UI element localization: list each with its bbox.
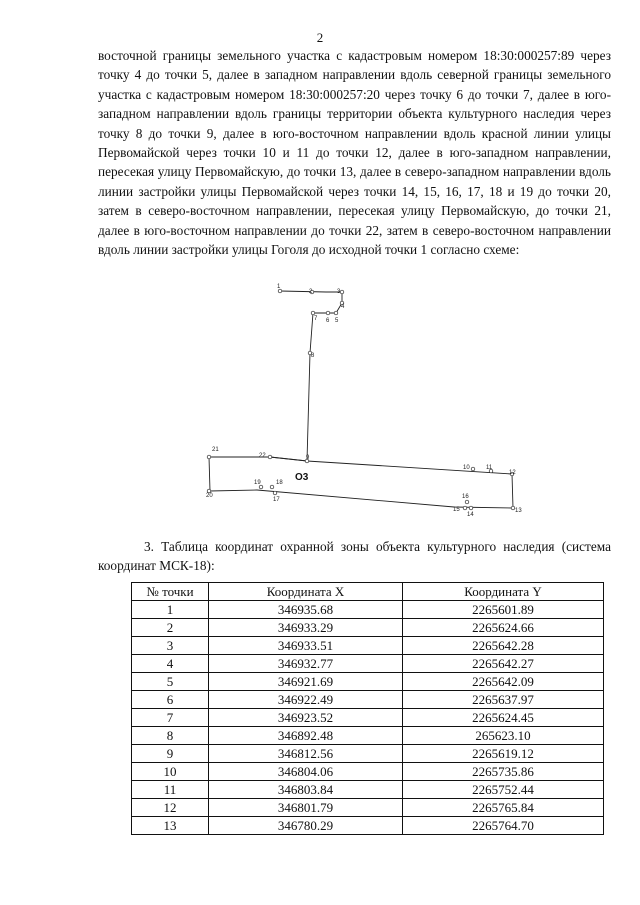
table-row: [132, 799, 604, 817]
point-label-1: 1: [277, 284, 281, 290]
coord-y: 2265765.84: [403, 799, 604, 817]
coord-x: 346892.48: [209, 727, 403, 745]
coord-y: 2265752.44: [403, 781, 604, 799]
point-label-14: 14: [467, 512, 474, 518]
coord-y: 2265642.28: [403, 637, 604, 655]
coord-x: 346921.69: [209, 673, 403, 691]
coord-x: 346812.56: [209, 745, 403, 763]
zone-label: О3: [295, 472, 309, 483]
point-label-2: 2: [309, 289, 313, 295]
coord-y: 2265601.89: [403, 601, 604, 619]
table-row: [132, 817, 604, 835]
point-label-3: 3: [337, 289, 341, 295]
coord-x: 346804.06: [209, 763, 403, 781]
point-label-22: 22: [259, 453, 266, 459]
coord-y: 2265637.97: [403, 691, 604, 709]
point-no: 13: [132, 817, 209, 835]
table-row: [132, 619, 604, 637]
coord-x: 346801.79: [209, 799, 403, 817]
point-label-19: 19: [254, 480, 261, 486]
point-label-12: 12: [509, 470, 516, 476]
point-no: 6: [132, 691, 209, 709]
coord-y: 2265624.66: [403, 619, 604, 637]
table-row: [132, 745, 604, 763]
coord-y: 2265619.12: [403, 745, 604, 763]
coord-y: 2265642.09: [403, 673, 604, 691]
point-label-5: 5: [335, 318, 339, 324]
table-row: [132, 691, 604, 709]
point-label-4: 4: [341, 304, 345, 310]
header-point-no: № точки: [132, 583, 209, 601]
point-no: 10: [132, 763, 209, 781]
table-row: [132, 601, 604, 619]
point-no: 12: [132, 799, 209, 817]
boundary-description: восточной границы земельного участка с кадастровым номером 18:30:000257:89 через точку 4 до точки 5, далее в западном направлении вдоль северной границы земельного участка с кадастровым номером 18:30:000257:20 через точку 6 до точки 7, далее в юго-западном направлении вдоль границы территории объекта культурного наследия через точку 8 до точки 9, далее в юго-восточном направлении вдоль красной линии улицы Первомайской через точки 10 и 11 до точки 12, далее в юго-западном направлении, пересекая улицу Первомайскую, до точки 13, далее в северо-западном направлении вдоль линии застройки улицы Первомайской через точки 14, 15, 16, 17, 18 и 19 до точки 20, затем в северо-восточном направлении, пересекая улицу Первомайскую, до точки 21, далее в юго-восточном направлении до точки 22, затем в северо-восточном направлении вдоль линии застройки улицы Гоголя до исходной точки 1 согласно схеме:: [98, 48, 611, 258]
coord-x: 346923.52: [209, 709, 403, 727]
point-label-9: 9: [306, 455, 310, 461]
coord-y: 2265624.45: [403, 709, 604, 727]
point-label-11: 11: [486, 465, 493, 471]
table-row: [132, 763, 604, 781]
point-no: 4: [132, 655, 209, 673]
point-no: 1: [132, 601, 209, 619]
point-no: 5: [132, 673, 209, 691]
table-row: [132, 637, 604, 655]
table-row: [132, 709, 604, 727]
coord-y: 2265735.86: [403, 763, 604, 781]
point-label-8: 8: [311, 353, 315, 359]
table-row: [132, 727, 604, 745]
point-no: 11: [132, 781, 209, 799]
protection-zone-scheme: [190, 283, 530, 523]
coord-x: 346933.51: [209, 637, 403, 655]
table-row: [132, 781, 604, 799]
coordinates-table: [131, 582, 604, 835]
point-label-13: 13: [515, 508, 522, 514]
page-number: 2: [316, 30, 324, 45]
coord-x: 346933.29: [209, 619, 403, 637]
header-coord-y: Координата Y: [403, 583, 604, 601]
coord-y: 2265764.70: [403, 817, 604, 835]
coord-x: 346922.49: [209, 691, 403, 709]
point-label-20: 20: [206, 493, 213, 499]
point-label-18: 18: [276, 480, 283, 486]
coord-x: 346932.77: [209, 655, 403, 673]
coord-x: 346935.68: [209, 601, 403, 619]
point-label-10: 10: [463, 465, 470, 471]
point-no: 7: [132, 709, 209, 727]
table-row: [132, 673, 604, 691]
table-header-row: [132, 583, 604, 601]
section-heading: 3. Таблица координат охранной зоны объекта культурного наследия (система координат МСК-18):: [98, 539, 611, 573]
inner-line-22-9: [270, 457, 307, 461]
point-label-7: 7: [314, 316, 318, 322]
point-no: 3: [132, 637, 209, 655]
coord-x: 346803.84: [209, 781, 403, 799]
point-label-17: 17: [273, 497, 280, 503]
point-no: 8: [132, 727, 209, 745]
zone-boundary: [209, 291, 513, 508]
point-label-6: 6: [326, 318, 330, 324]
point-no: 9: [132, 745, 209, 763]
header-coord-x: Координата X: [209, 583, 403, 601]
coord-y: 265623.10: [403, 727, 604, 745]
coord-y: 2265642.27: [403, 655, 604, 673]
point-label-15: 15: [453, 507, 460, 513]
point-no: 2: [132, 619, 209, 637]
coord-x: 346780.29: [209, 817, 403, 835]
table-row: [132, 655, 604, 673]
point-label-21: 21: [212, 447, 219, 453]
point-label-16: 16: [462, 494, 469, 500]
